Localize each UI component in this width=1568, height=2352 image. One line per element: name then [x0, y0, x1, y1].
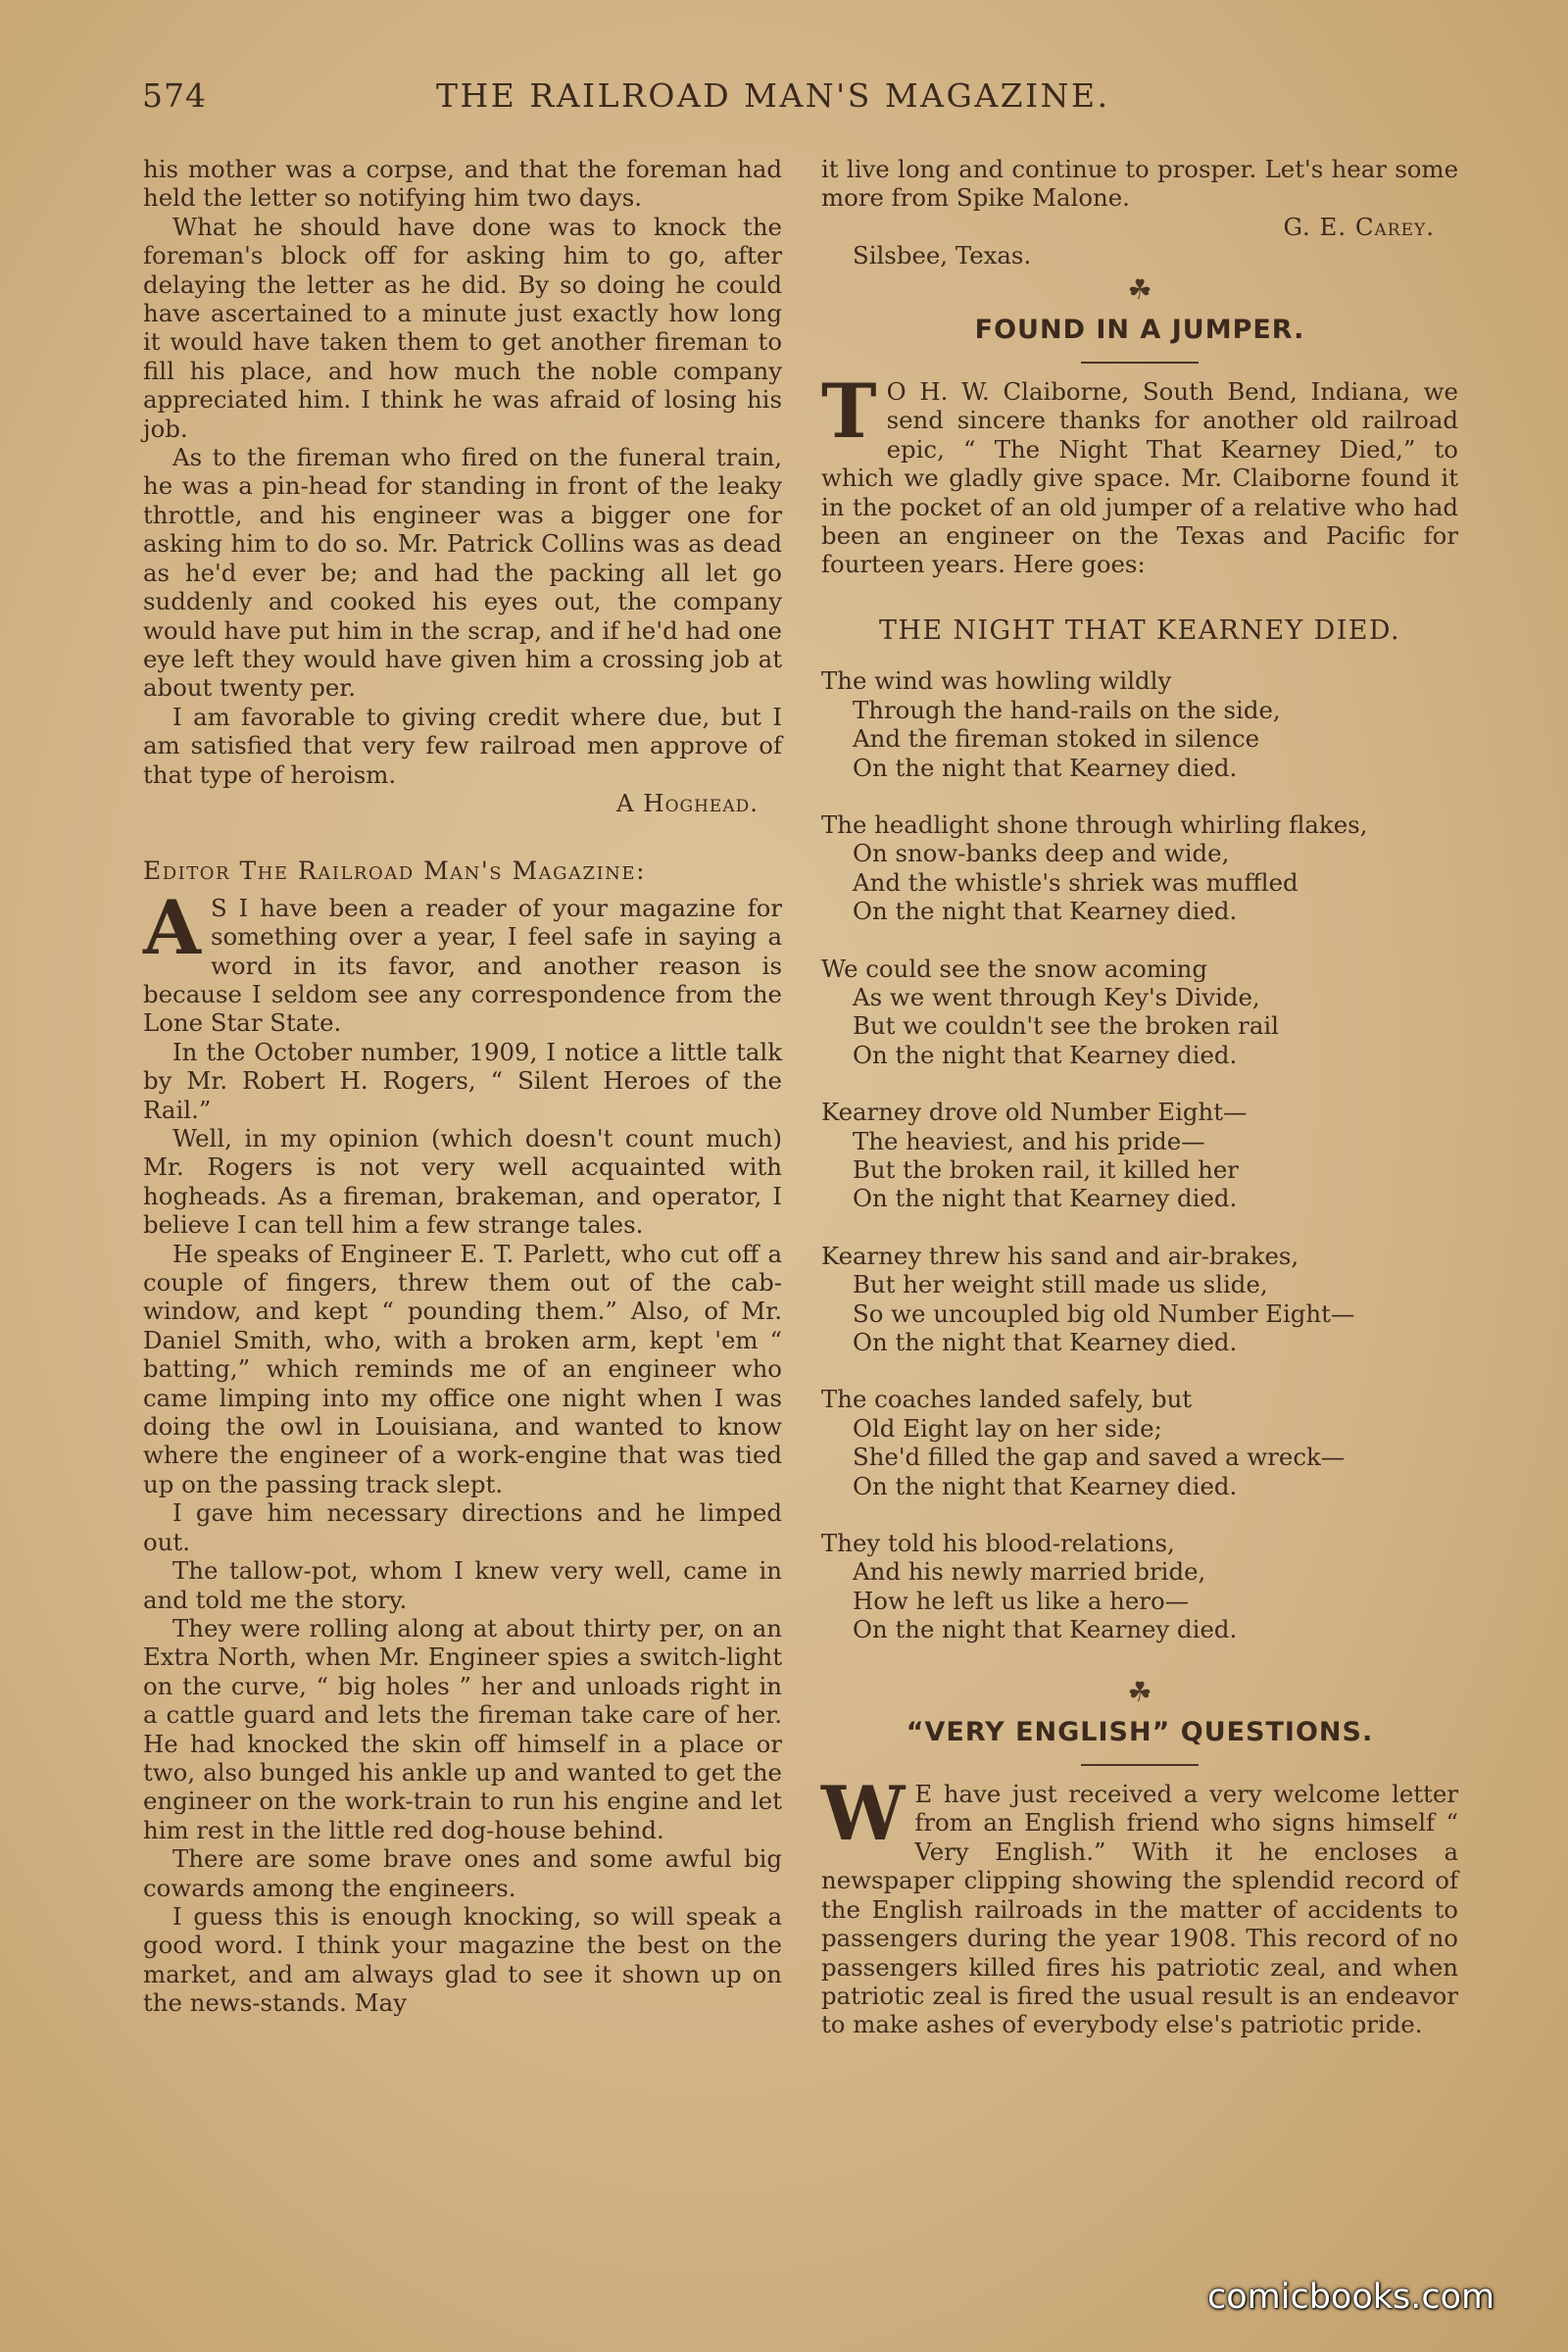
paragraph: W E have just received a very welcome letter from an English friend who signs himself “ Very English.” With it he encloses a newspaper clipping showing the splendid record of the English railroads in the matter of accidents to passengers during the year 1908. This record of no passengers killed fires his patriotic zeal, and when patriotic zeal is fired the usual result is an endeavor to make ashes of everybody else's patriotic pride. — [821, 1770, 1458, 2039]
poem-line: But her weight still made us slide, — [853, 1270, 1268, 1299]
poem-line: But the broken rail, it killed her — [853, 1154, 1239, 1184]
poem-stanza — [821, 1242, 1458, 1357]
poem-line: Old Eight lay on her side; — [853, 1413, 1162, 1443]
divider — [1081, 362, 1199, 364]
poem-line: On the night that Kearney died. — [853, 897, 1238, 926]
poem-line: On the night that Kearney died. — [853, 1040, 1238, 1069]
poem-line: Kearney threw his sand and air-brakes, — [821, 1241, 1299, 1270]
magazine-title: THE RAILROAD MAN'S MAGAZINE. — [436, 76, 1110, 115]
poem-line: The headlight shone through whirling flakes, — [821, 809, 1368, 839]
poem-line: And the whistle's shriek was muffled — [853, 867, 1298, 897]
poem-stanza — [821, 666, 1458, 782]
poem-line: On the night that Kearney died. — [853, 753, 1238, 782]
poem-line: On the night that Kearney died. — [853, 1184, 1238, 1213]
page-number: 574 — [142, 76, 207, 115]
poem-line: The heaviest, and his pride— — [853, 1126, 1205, 1155]
poem-line: Through the hand-rails on the side, — [853, 695, 1281, 724]
signature: G. E. Carey. — [1283, 212, 1435, 241]
poem-stanza — [821, 1385, 1458, 1500]
paragraph: In the October number, 1909, I notice a little talk by Mr. Robert H. Rogers, “ Silent Heroes of the Rail.” — [143, 1037, 782, 1124]
poem-stanza — [821, 1529, 1458, 1644]
paragraph: I gave him necessary directions and he limped out. — [143, 1498, 782, 1556]
poem-line: On the night that Kearney died. — [853, 1471, 1238, 1500]
section-heading: “VERY ENGLISH” QUESTIONS. — [906, 1716, 1374, 1747]
poem-line: Kearney drove old Number Eight— — [821, 1098, 1248, 1127]
paragraph: He speaks of Engineer E. T. Parlett, who cut off a couple of fingers, threw them out of the cab-window, and kept “ pounding them.” Also, of Mr. Daniel Smith, who, with a broken arm, kept 'em “ batting,” which reminds me of an engineer who came limping into my office one night when I was doing the owl in Louisiana, and wanted to know where the engineer of a work-engine that was tied up on the passing track slept. — [143, 1239, 782, 1498]
poem-line: On snow-banks deep and wide, — [853, 839, 1230, 868]
poem-line: On the night that Kearney died. — [853, 1328, 1238, 1356]
poem-line: They told his blood-relations, — [821, 1529, 1175, 1558]
poem-line: On the night that Kearney died. — [853, 1615, 1238, 1644]
drop-cap: W — [821, 1770, 906, 1858]
poem-stanza — [821, 810, 1458, 926]
page-header — [142, 76, 1161, 125]
shamrock-icon: ☘ — [1127, 1675, 1152, 1708]
poem-line: She'd filled the gap and saved a wreck— — [853, 1443, 1346, 1472]
poem-line: How he left us like a hero— — [853, 1586, 1190, 1615]
poem-line: As we went through Key's Divide, — [853, 982, 1260, 1011]
poem-line: We could see the snow acoming — [821, 954, 1208, 983]
drop-cap: T — [821, 368, 877, 456]
section-heading: FOUND IN A JUMPER. — [974, 314, 1305, 345]
poem-stanza — [821, 1098, 1458, 1213]
paragraph: his mother was a corpse, and that the foreman had held the letter so notifying him two days. — [143, 155, 782, 213]
poem-line: So we uncoupled big old Number Eight— — [853, 1298, 1355, 1328]
paragraph: A S I have been a reader of your magazine for something over a year, I feel safe in saying a word in its favor, and another reason is because I seldom see any correspondence from the Lone Star State. — [143, 883, 782, 1038]
divider — [1081, 1764, 1199, 1766]
paragraph: What he should have done was to knock the foreman's block off for asking him to go, after delaying the letter as he did. By so doing he could have ascertained to a minute just exactly how long it would have taken them to get another fireman to fill his place, and how much the noble company appreciated him. I think he was afraid of losing his job. — [143, 212, 782, 443]
letter-address: Editor The Railroad Man's Magazine: — [143, 857, 646, 886]
poem-line: The coaches landed safely, but — [821, 1385, 1193, 1414]
poem-line: The wind was howling wildly — [821, 666, 1172, 696]
paragraph: I am favorable to giving credit where due, but I am satisfied that very few railroad men approve of that type of heroism. — [143, 702, 782, 789]
right-column — [821, 155, 1458, 2039]
poem-line: And the fireman stoked in silence — [853, 724, 1260, 754]
paragraph: The tallow-pot, whom I knew very well, came in and told me the story. — [143, 1556, 782, 1614]
paragraph: They were rolling along at about thirty per, on an Extra North, when Mr. Engineer spies a switch-light on the curve, “ big holes ” her and unloads right in a cattle guard and lets the fireman take care of her. He had knocked the skin off himself in a place or two, also bunged his ankle up and wanted to get the engineer on the work-train to run his engine and let him rest in the little red dog-house behind. — [143, 1613, 782, 1844]
poem-title: THE NIGHT THAT KEARNEY DIED. — [879, 614, 1400, 646]
paragraph: I guess this is enough knocking, so will speak a good word. I think your magazine the best on the market, and am always glad to see it shown up on the news-stands. May — [143, 1901, 782, 2018]
signature: A Hoghead. — [615, 788, 759, 817]
poem-line: But we couldn't see the broken rail — [853, 1011, 1279, 1041]
poem — [821, 666, 1458, 1643]
watermark: comicbooks.com — [1207, 2278, 1495, 2317]
paragraph: it live long and continue to prosper. Let's hear some more from Spike Malone. — [821, 155, 1458, 213]
paragraph: As to the fireman who fired on the funeral train, he was a pin-head for standing in front of the leaky throttle, and his engineer was a bigger one for asking him to do so. Mr. Patrick Collins was as dead as he'd ever be; and had the packing all let go suddenly and cooked his eyes out, the company would have put him in the scrap, and if he'd had one eye left they would have given him a crossing job at about twenty per. — [143, 443, 782, 703]
left-column — [143, 155, 782, 2018]
drop-cap: A — [143, 883, 201, 971]
shamrock-icon: ☘ — [1127, 272, 1152, 306]
paragraph: Well, in my opinion (which doesn't count much) Mr. Rogers is not very well acquainted with hogheads. As a fireman, brakeman, and operator, I believe I can tell him a few strange tales. — [143, 1124, 782, 1240]
poem-line: And his newly married bride, — [853, 1557, 1206, 1587]
paragraph: There are some brave ones and some awful big cowards among the engineers. — [143, 1844, 782, 1902]
dateline-place: Silsbee, Texas. — [853, 241, 1032, 270]
poem-stanza — [821, 955, 1458, 1070]
paragraph: T O H. W. Claiborne, South Bend, Indiana, we send sincere thanks for another old railroad epic, “ The Night That Kearney Died,” to which we gladly give space. Mr. Claiborne found it in the pocket of an old jumper of a relative who had been an engineer on the Texas and Pacific for fourteen years. Here goes: — [821, 368, 1458, 579]
